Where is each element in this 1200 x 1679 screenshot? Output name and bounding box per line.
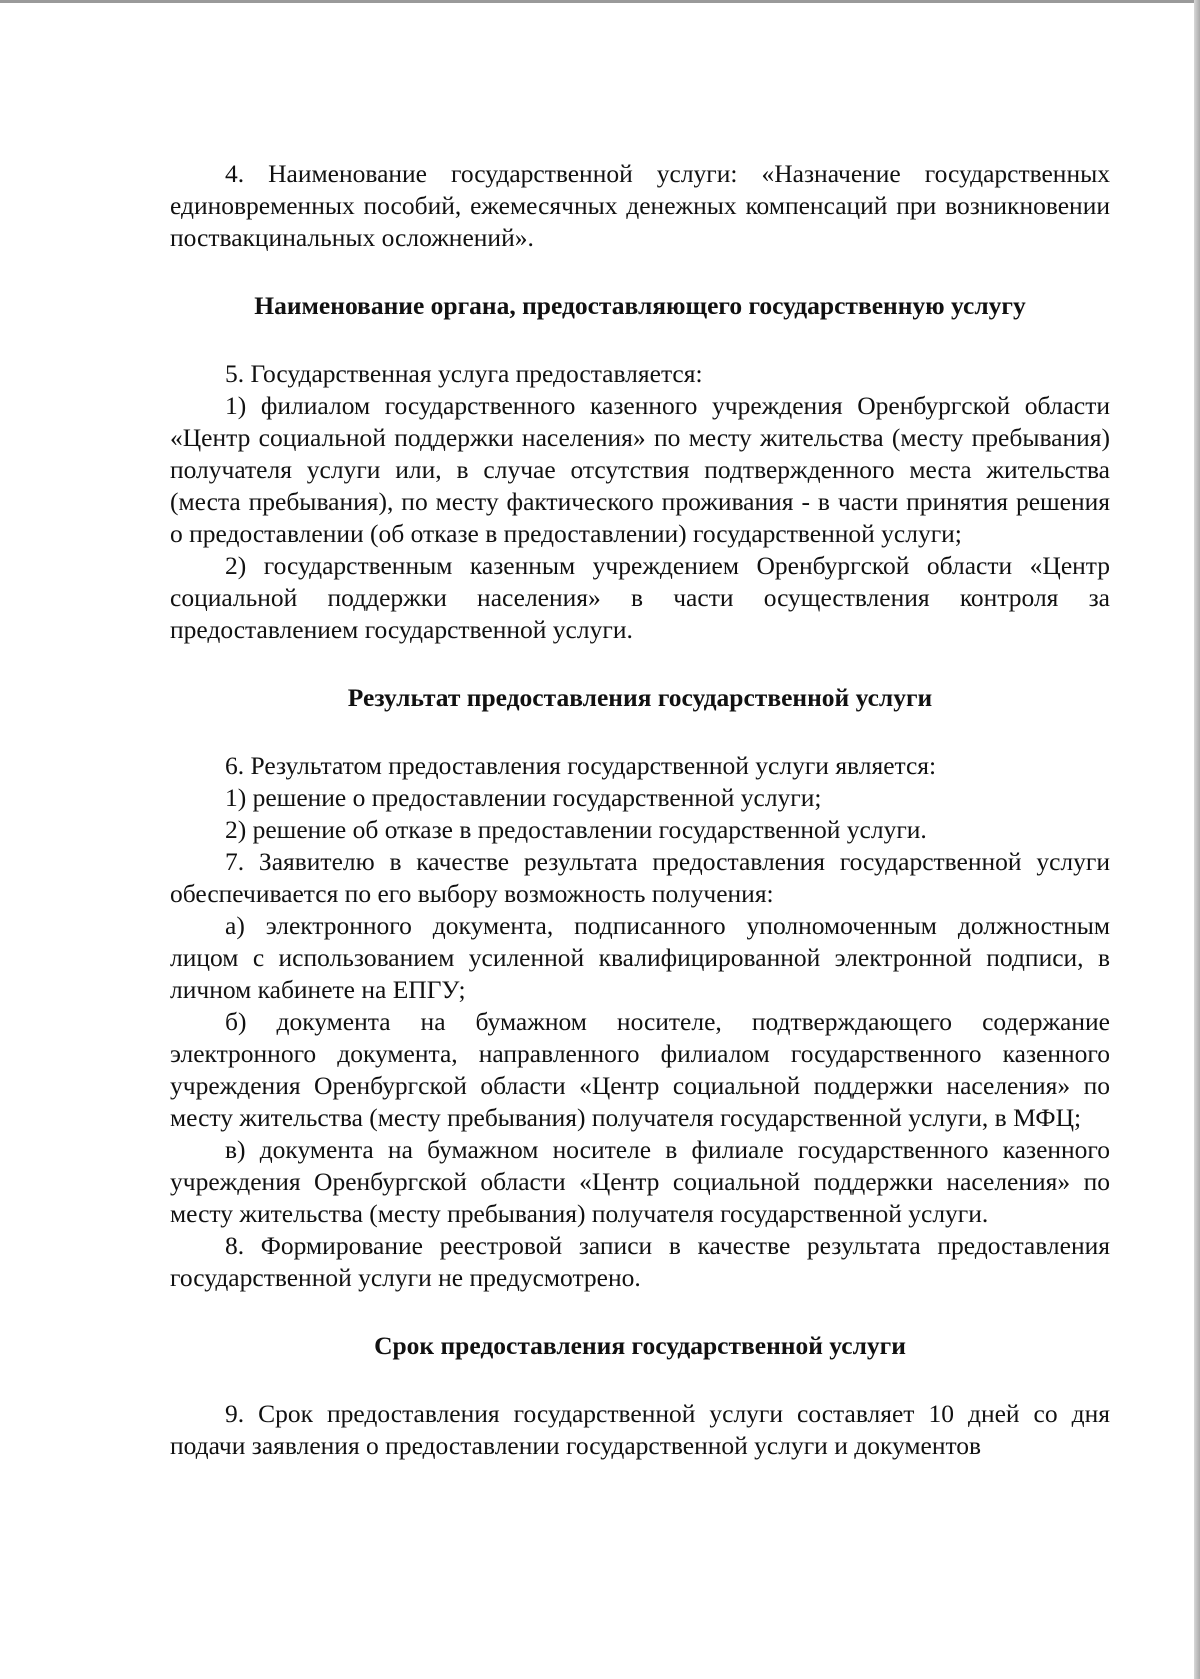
spacer xyxy=(170,1362,1110,1398)
paragraph-item-5-1: 1) филиалом государственного казенного учреждения Оренбургской области «Центр социальной поддержки населения» по месту жительства (месту пребывания) получателя услуги или, в случае отсутствия подтвержденного места жительства (места пребывания), по месту фактического проживания - в части принятия решения о предоставлении (об отказе в предоставлении) государственной услуги; xyxy=(170,391,1110,548)
paragraph-item-5-intro: 5. Государственная услуга предоставляется: xyxy=(225,359,703,388)
paragraph-item-5-2: 2) государственным казенным учреждением Оренбургской области «Центр социальной поддержки населения» в части осуществления контроля за предоставлением государственной услуги. xyxy=(170,551,1110,644)
paragraph-item-7-intro: 7. Заявителю в качестве результата предоставления государственной услуги обеспечивается по его выбору возможность получения: xyxy=(170,847,1110,908)
heading-authority: Наименование органа, предоставляющего государственную услугу xyxy=(254,291,1026,320)
spacer xyxy=(170,646,1110,682)
heading-term: Срок предоставления государственной услуги xyxy=(374,1331,906,1360)
paragraph-item-6-2: 2) решение об отказе в предоставлении государственной услуги. xyxy=(225,815,927,844)
paragraph-item-6-1: 1) решение о предоставлении государственной услуги; xyxy=(225,783,822,812)
paragraph-item-4: 4. Наименование государственной услуги: «Назначение государственных единовременных пособий, ежемесячных денежных компенсаций при возникновении поствакцинальных осложнений». xyxy=(170,159,1110,252)
paragraph-item-6-intro: 6. Результатом предоставления государственной услуги является: xyxy=(225,751,937,780)
scan-edge-right xyxy=(1194,0,1200,1679)
spacer xyxy=(170,714,1110,750)
spacer xyxy=(170,322,1110,358)
heading-result: Результат предоставления государственной услуги xyxy=(347,683,933,712)
paragraph-item-7-a: а) электронного документа, подписанного уполномоченным должностным лицом с использованием усиленной квалифицированной электронной подписи, в личном кабинете на ЕПГУ; xyxy=(170,911,1110,1004)
spacer xyxy=(170,254,1110,290)
scan-edge-top xyxy=(0,0,1200,3)
paragraph-item-7-v: в) документа на бумажном носителе в филиале государственного казенного учреждения Оренбургской области «Центр социальной поддержки населения» по месту жительства (месту пребывания) получателя государственной услуги. xyxy=(170,1135,1110,1228)
paragraph-item-7-b: б) документа на бумажном носителе, подтверждающего содержание электронного документа, направленного филиалом государственного казенного учреждения Оренбургской области «Центр социальной поддержки населения» по месту жительства (месту пребывания) получателя государственной услуги, в МФЦ; xyxy=(170,1007,1110,1132)
paragraph-item-9: 9. Срок предоставления государственной услуги составляет 10 дней со дня подачи заявления о предоставлении государственной услуги и документов xyxy=(170,1399,1110,1460)
paragraph-item-8: 8. Формирование реестровой записи в качестве результата предоставления государственной услуги не предусмотрено. xyxy=(170,1231,1110,1292)
document-page xyxy=(170,158,1110,1462)
spacer xyxy=(170,1294,1110,1330)
